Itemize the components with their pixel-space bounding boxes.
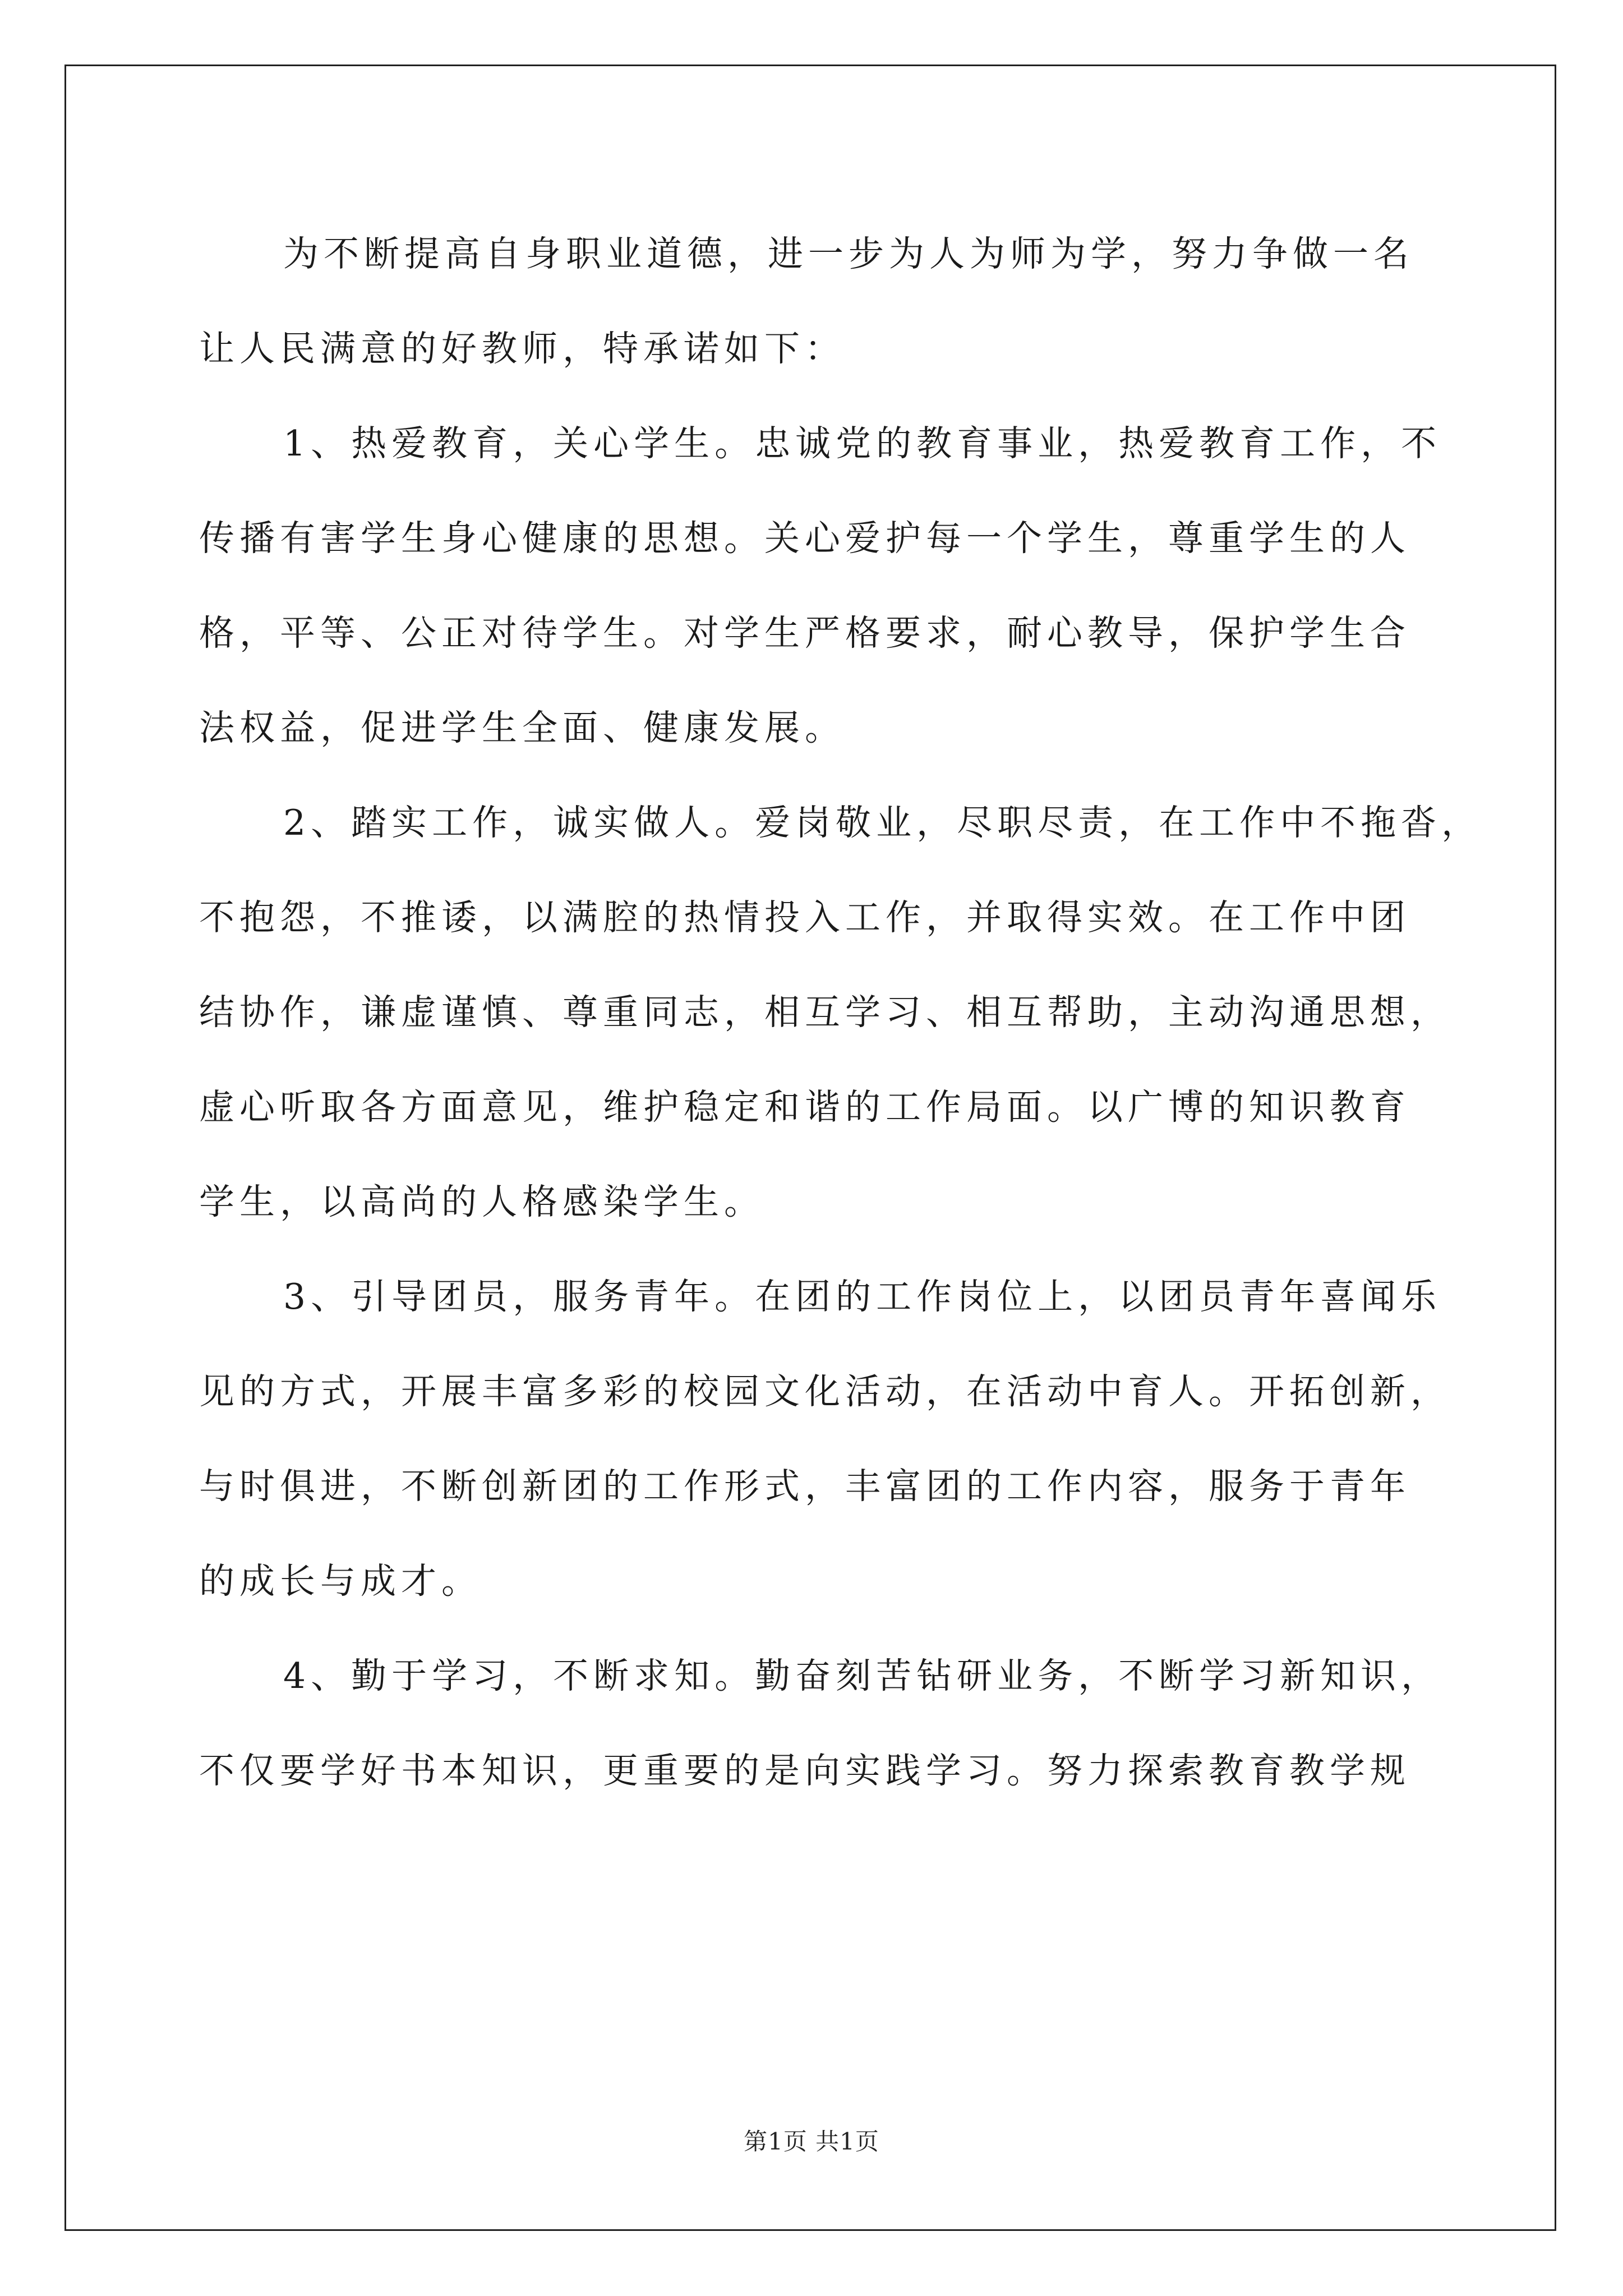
text-line: 法权益，促进学生全面、健康发展。 xyxy=(199,707,845,748)
text-line: 结协作，谦虚谨慎、尊重同志，相互学习、相互帮助，主动沟通思想， xyxy=(199,992,1451,1033)
text-line: 虚心听取各方面意见，维护稳定和谐的工作局面。以广博的知识教育 xyxy=(199,1087,1410,1128)
text-line: 为不断提高自身职业道德，进一步为人为师为学，努力争做一名 xyxy=(283,233,1414,274)
text-line: 1、热爱教育，关心学生。忠诚党的教育事业，热爱教育工作，不 xyxy=(283,423,1442,464)
text-line: 4、勤于学习，不断求知。勤奋刻苦钻研业务，不断学习新知识， xyxy=(283,1655,1442,1696)
text-line: 学生，以高尚的人格感染学生。 xyxy=(199,1181,764,1222)
text-line: 的成长与成才。 xyxy=(199,1561,482,1602)
text-line: 3、引导团员，服务青年。在团的工作岗位上，以团员青年喜闻乐 xyxy=(283,1276,1442,1317)
document-body xyxy=(199,206,1482,1818)
text-line: 不仅要学好书本知识，更重要的是向实践学习。努力探索教育教学规 xyxy=(199,1750,1410,1791)
text-line: 2、踏实工作，诚实做人。爱岗敬业，尽职尽责，在工作中不拖沓， xyxy=(283,802,1482,843)
text-line: 传播有害学生身心健康的思想。关心爱护每一个学生，尊重学生的人 xyxy=(199,518,1410,559)
page-footer: 第1页 共1页 xyxy=(744,2128,879,2155)
text-line: 见的方式，开展丰富多彩的校园文化活动，在活动中育人。开拓创新， xyxy=(199,1371,1451,1412)
text-line: 与时俱进，不断创新团的工作形式，丰富团的工作内容，服务于青年 xyxy=(199,1466,1410,1507)
text-line: 格，平等、公正对待学生。对学生严格要求，耐心教导，保护学生合 xyxy=(199,613,1410,654)
text-line: 不抱怨，不推诿，以满腔的热情投入工作，并取得实效。在工作中团 xyxy=(199,897,1410,938)
text-line: 让人民满意的好教师，特承诺如下： xyxy=(199,328,845,369)
